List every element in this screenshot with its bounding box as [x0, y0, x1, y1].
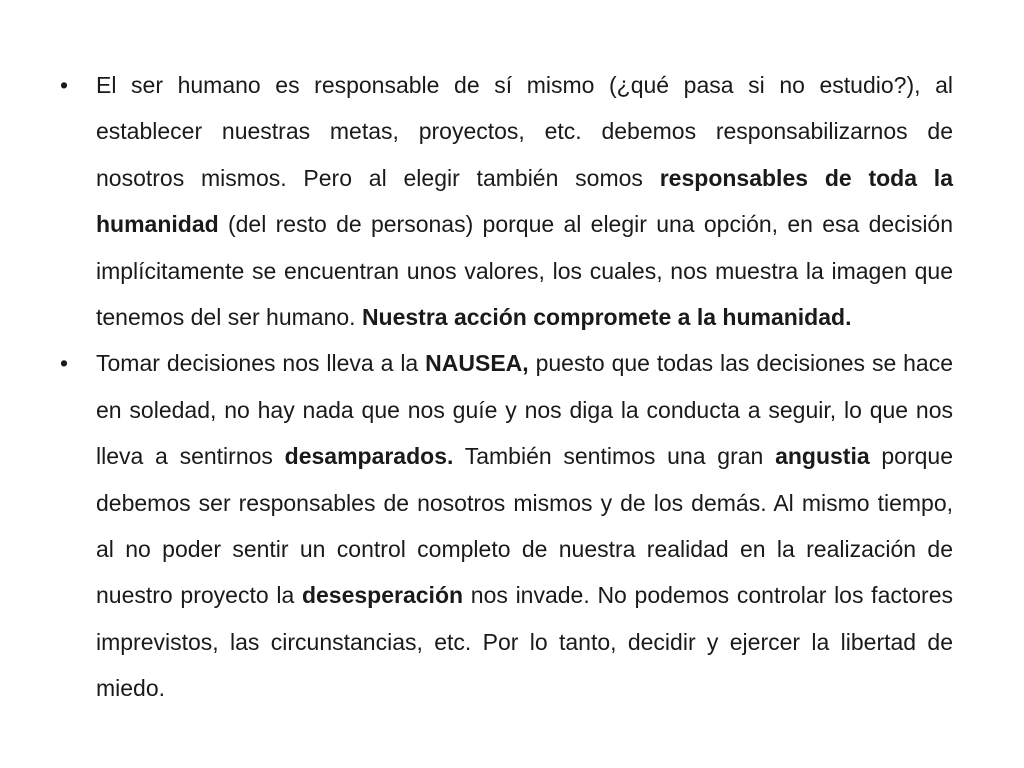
bullet-emphasis: NAUSEA, [425, 350, 529, 377]
bullet-text: El ser humano es responsable de sí mismo (¿qué pasa si no estudio?), al establecer nuestras metas, proyectos, etc. debemos responsabilizarnos de nosotros mismos. Pero al elegir también somos [96, 72, 953, 191]
bullet-text: También sentimos una gran [464, 443, 776, 470]
bullet-emphasis: desamparados. [284, 443, 454, 470]
bullet-item-nausea [60, 340, 953, 711]
bullet-item-responsibility [60, 62, 953, 340]
bullet-emphasis: responsables de toda la humanidad [96, 164, 953, 238]
bullet-text: nos invade. No podemos controlar los factores imprevistos, las circunstancias, etc. Por lo tanto, decidir y ejercer la libertad de miedo. [96, 582, 954, 702]
bullet-text: Tomar decisiones nos lleva a la [96, 350, 426, 377]
bullet-text: puesto que todas las decisiones se hace en soledad, no hay nada que nos guíe y nos diga la conducta a seguir, lo que nos lleva a sentirnos [96, 350, 954, 470]
bullet-marker: • [60, 72, 69, 98]
bullet-emphasis: desesperación [301, 582, 464, 609]
bullet-marker: • [60, 350, 69, 377]
bullet-emphasis: angustia [775, 443, 870, 470]
bullet-text: (del resto de personas) porque al elegir una opción, en esa decisión implícitamente se encuentran unos valores, los cuales, nos muestra la imagen que tenemos del ser humano. [96, 211, 954, 331]
bullet-emphasis: Nuestra acción compromete a la humanidad. [361, 304, 852, 331]
bullet-text: porque debemos ser responsables de nosotros mismos y de los demás. Al mismo tiempo, al no poder sentir un control completo de nuestra realidad en la realización de nuestro proyecto la [96, 443, 954, 609]
bullet-list [60, 62, 953, 712]
